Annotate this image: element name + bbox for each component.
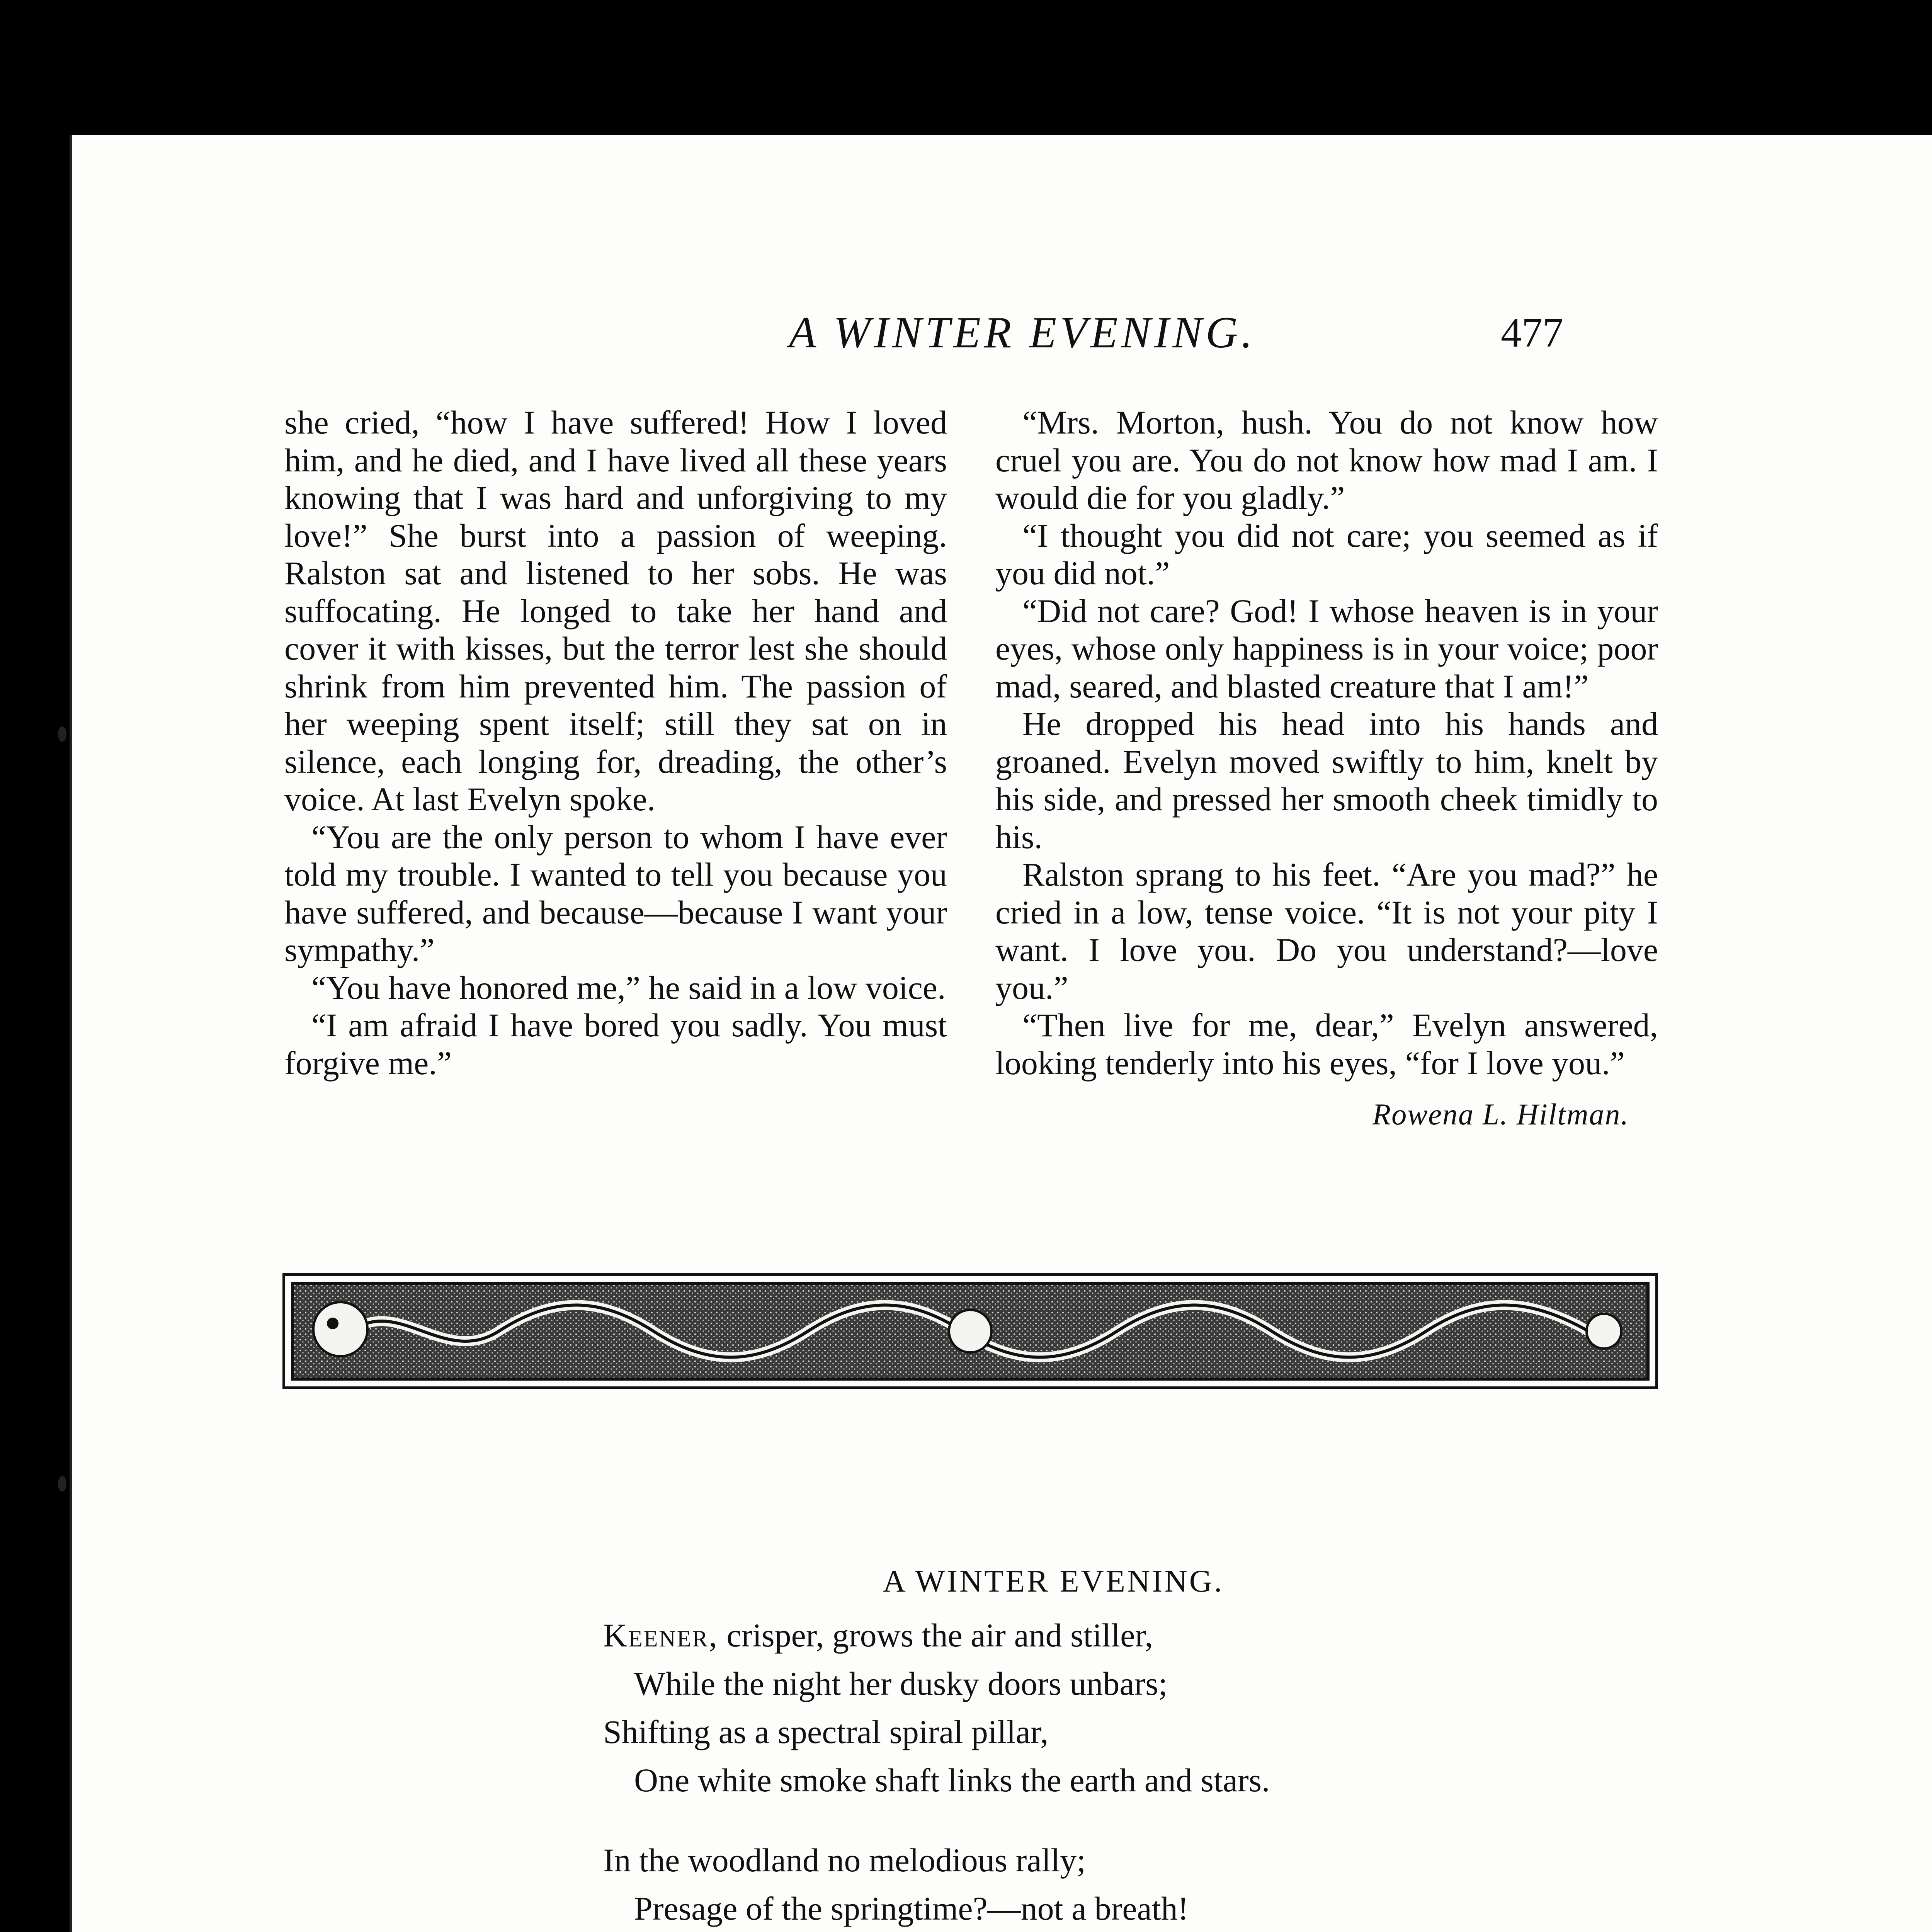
running-title: A WINTER EVENING.	[789, 308, 1256, 357]
poem-title: A WINTER EVENING.	[883, 1563, 1224, 1599]
story-paragraph: “Did not care? God! I whose heaven is in your eyes, whose only happiness is in your voice; poor mad, seared, and blasted creature that I am!”	[995, 592, 1658, 705]
story-author: Rowena L. Hiltman.	[1372, 1097, 1629, 1131]
binding-mark	[58, 1476, 66, 1492]
story-paragraph: He dropped his head into his hands and groaned. Evelyn moved swiftly to him, knelt by his side, and pressed her smooth cheek timidly to his.	[995, 705, 1658, 855]
story-paragraph: “I thought you did not care; you seemed as if you did not.”	[995, 517, 1658, 592]
poem-stanza	[603, 1836, 1724, 1932]
poem-line: While the night her dusky doors unbars;	[634, 1665, 1168, 1702]
story-paragraph: she cried, “how I have suffered! How I loved him, and he died, and I have lived all these years knowing that I was hard and unforgiving to my love!” She burst into a passion of weeping. Ralston sat and listened to her sobs. He was suffocating. He longed to take her hand and cover it with kisses, but the terror lest she should shrink from him prevented him. The passion of her weeping spent itself; still they sat on in silence, each longing for, dreading, the other’s voice. At last Evelyn spoke.	[284, 404, 947, 818]
poem-line: Presage of the springtime?—not a breath!	[634, 1890, 1189, 1927]
story-paragraph: “I am afraid I have bored you sadly. You must forgive me.”	[284, 1007, 947, 1082]
story-right-column	[995, 404, 1658, 1133]
story-left-column	[284, 404, 947, 1082]
poem-stanza	[603, 1611, 1724, 1804]
story-paragraph: “Then live for me, dear,” Evelyn answered, looking tenderly into his eyes, “for I love you.”	[995, 1007, 1658, 1082]
poem-line: Shifting as a spectral spiral pillar,	[603, 1713, 1049, 1750]
poem-line	[603, 1611, 1724, 1660]
page-number: 477	[1501, 310, 1563, 356]
magazine-page	[70, 135, 1932, 1932]
poem-line: In the woodland no melodious rally;	[603, 1842, 1086, 1879]
story-paragraph: Ralston sprang to his feet. “Are you mad?” he cried in a low, tense voice. “It is not your pity I want. I love you. Do you understand?—love you.”	[995, 856, 1658, 1006]
poem-first-word: Keener,	[603, 1617, 718, 1654]
story-paragraph: “You have honored me,” he said in a low voice.	[311, 969, 946, 1006]
story-paragraph: “Mrs. Morton, hush. You do not know how cruel you are. You do not know how mad I am. I would die for you gladly.”	[995, 404, 1658, 516]
poem-line: One white smoke shaft links the earth and stars.	[634, 1762, 1270, 1799]
scroll-ornament-banner	[282, 1273, 1658, 1389]
poem-line-text: crisper, grows the air and stiller,	[726, 1617, 1153, 1654]
story-paragraph: “You are the only person to whom I have ever told my trouble. I wanted to tell you because you have suffered, and because—because I want your sympathy.”	[284, 818, 947, 968]
binding-mark	[58, 726, 66, 742]
poem-body	[603, 1611, 1724, 1932]
